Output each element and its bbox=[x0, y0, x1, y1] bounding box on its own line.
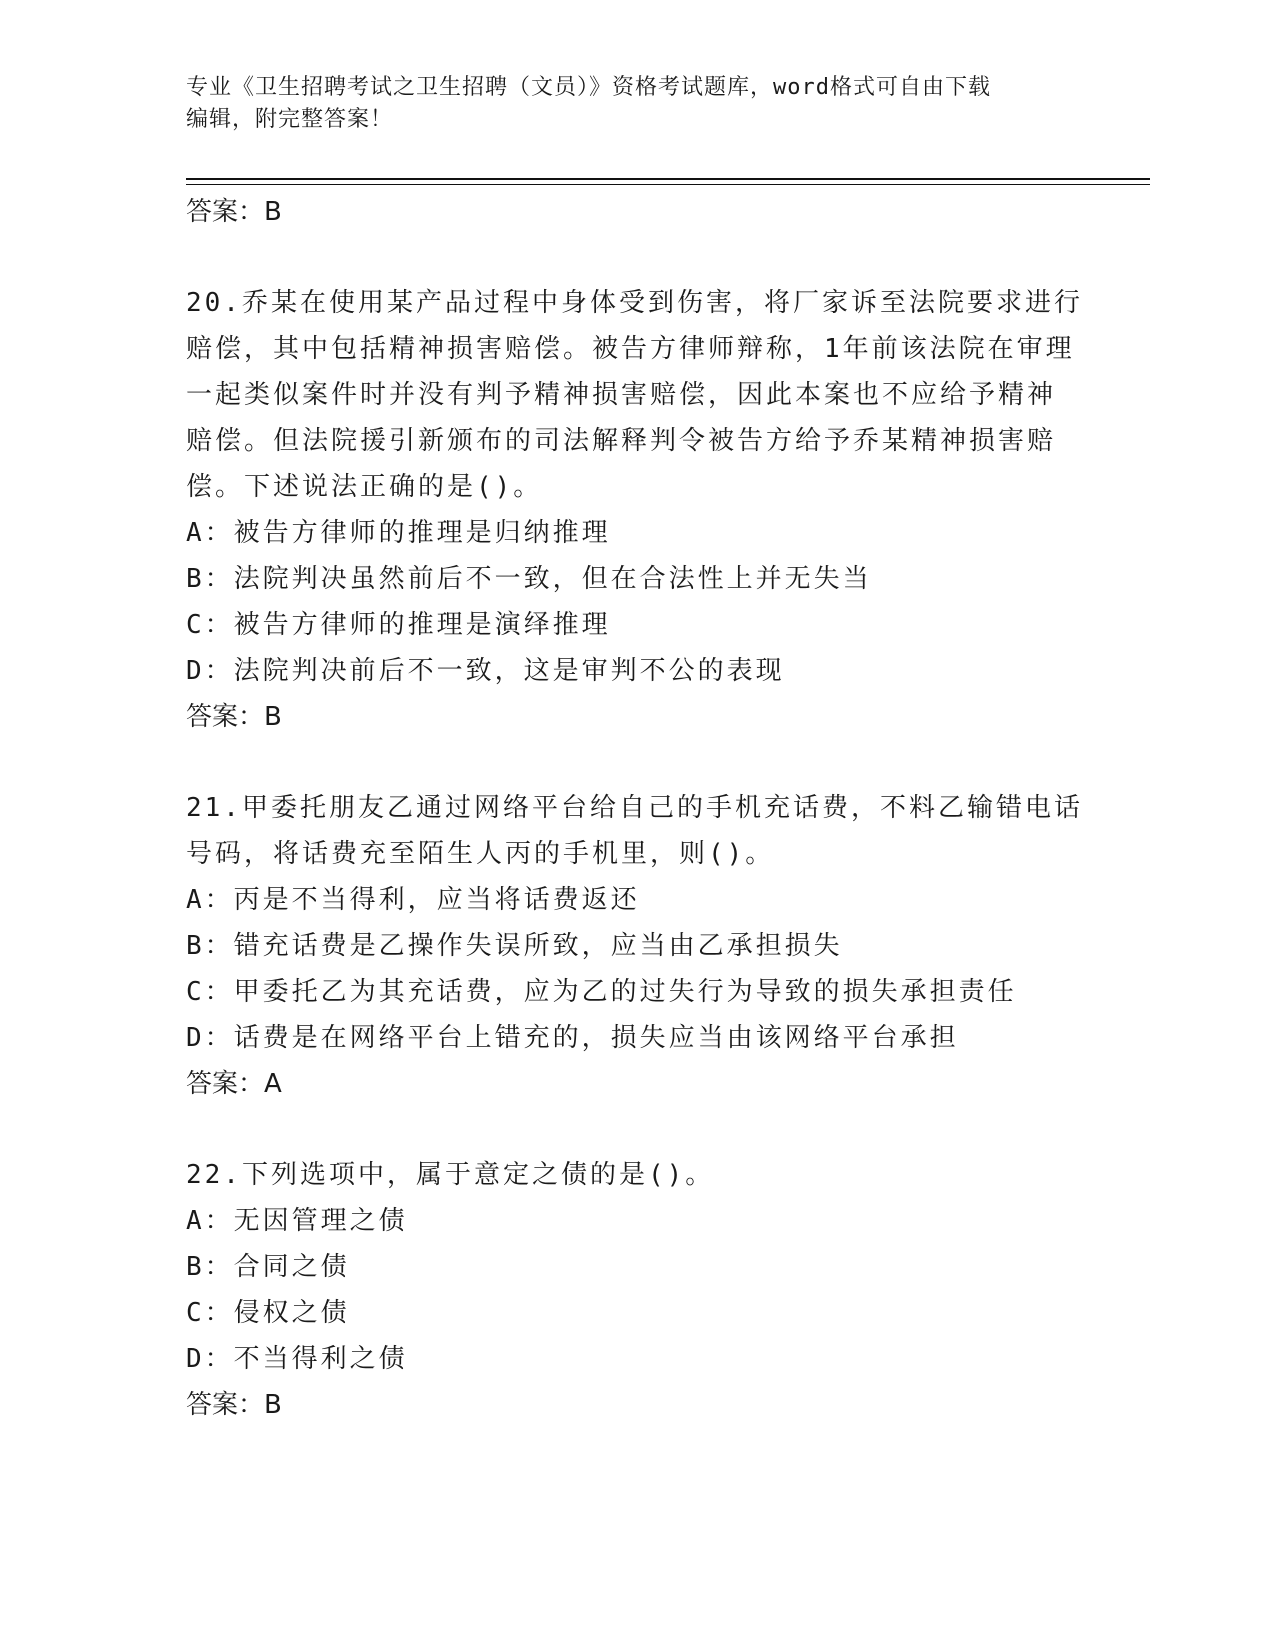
question-22 bbox=[186, 1152, 1086, 1428]
option-c: C：甲委托乙为其充话费，应为乙的过失行为导致的损失承担责任 bbox=[186, 977, 1017, 1007]
question-text-line: 一起类似案件时并没有判予精神损害赔偿，因此本案也不应给予精神 bbox=[186, 380, 1057, 410]
answer-label: 答案：A bbox=[186, 1069, 282, 1099]
option-b: B：错充话费是乙操作失误所致，应当由乙承担损失 bbox=[186, 931, 843, 961]
header-divider-thin bbox=[186, 184, 1150, 185]
option-a: A：无因管理之债 bbox=[186, 1206, 408, 1236]
question-text-line: 赔偿。但法院援引新颁布的司法解释判令被告方给予乔某精神损害赔 bbox=[186, 426, 1057, 456]
question-text-line: 赔偿，其中包括精神损害赔偿。被告方律师辩称，1年前该法院在审理 bbox=[186, 334, 1075, 364]
header-line-2: 编辑，附完整答案！ bbox=[186, 107, 394, 132]
option-b: B：合同之债 bbox=[186, 1252, 350, 1282]
question-text-line: 号码，将话费充至陌生人丙的手机里，则()。 bbox=[186, 839, 775, 869]
option-c: C：侵权之债 bbox=[186, 1298, 350, 1328]
question-21 bbox=[186, 785, 1086, 1107]
header-line-1: 专业《卫生招聘考试之卫生招聘（文员）》资格考试题库，word格式可自由下载 bbox=[186, 75, 991, 100]
option-d: D：不当得利之债 bbox=[186, 1344, 408, 1374]
option-d: D：话费是在网络平台上错充的，损失应当由该网络平台承担 bbox=[186, 1023, 959, 1053]
option-d: D：法院判决前后不一致，这是审判不公的表现 bbox=[186, 656, 785, 686]
question-text-line: 20.乔某在使用某产品过程中身体受到伤害，将厂家诉至法院要求进行 bbox=[186, 288, 1083, 318]
header-divider-thick bbox=[186, 178, 1150, 180]
option-b: B：法院判决虽然前后不一致，但在合法性上并无失当 bbox=[186, 564, 872, 594]
option-a: A：丙是不当得利，应当将话费返还 bbox=[186, 885, 640, 915]
question-20 bbox=[186, 280, 1086, 740]
answer-label: 答案：B bbox=[186, 1390, 282, 1420]
question-text-line: 22.下列选项中，属于意定之债的是()。 bbox=[186, 1160, 715, 1190]
document-header bbox=[186, 72, 1056, 136]
question-text-line: 21.甲委托朋友乙通过网络平台给自己的手机充话费，不料乙输错电话 bbox=[186, 793, 1083, 823]
option-a: A：被告方律师的推理是归纳推理 bbox=[186, 518, 611, 548]
document-body bbox=[186, 189, 1086, 1428]
question-text-line: 偿。下述说法正确的是()。 bbox=[186, 472, 543, 502]
answer-label: 答案：B bbox=[186, 702, 282, 732]
answer-label: 答案：B bbox=[186, 197, 282, 227]
option-c: C：被告方律师的推理是演绎推理 bbox=[186, 610, 611, 640]
